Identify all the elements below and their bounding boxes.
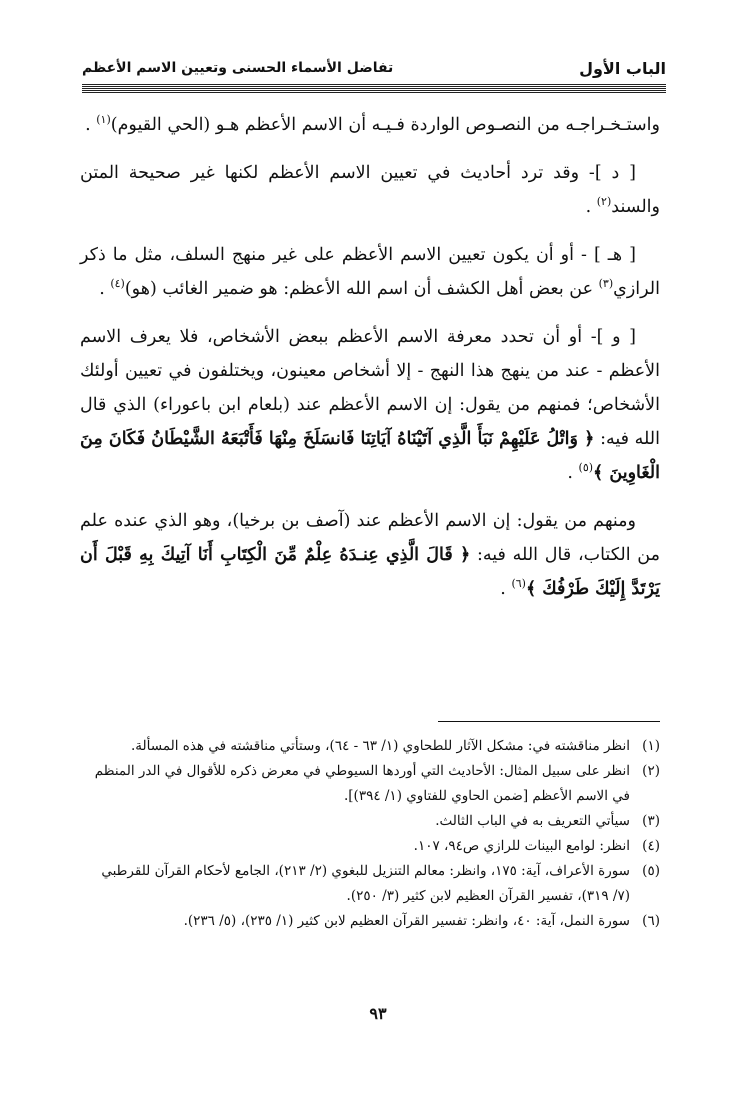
paragraph-4: [ و ]- أو أن تحدد معرفة الاسم الأعظم ببعض الأشخاص، فلا يعرف الاسم الأعظم - عند من ينهج هذا النهج - إلا أشخاص معينون، ويختلفون في تعيين أولئك الأشخاص؛ فمنهم من يقول: إن الاسم الأعظم عند (بلعام ابن باعوراء) الذي قال الله فيه: ﴿ وَاتْلُ عَلَيْهِمْ نَبَأَ الَّذِي آتَيْنَاهُ آيَاتِنَا فَانسَلَخَ مِنْهَا فَأَتْبَعَهُ الشَّيْطَانُ فَكَانَ مِنَ الْغَاوِينَ ﴾$^{(٥)}$ . (80, 327, 661, 483)
footnote: (١) انظر مناقشته في: مشكل الآثار للطحاوي (١/ ٦٣ - ٦٤)، وستأتي مناقشته في هذه المسألة. (131, 738, 660, 754)
main-text (80, 108, 660, 606)
paragraph-3: [ هـ ] - أو أن يكون تعيين الاسم الأعظم على غير منهج السلف، مثل ما ذكر الرازي$^{(٣)}$ عن بعض أهل الكشف أن اسم الله الأعظم: هو ضمير الغائب (هو)$^{(٤)}$ . (80, 245, 660, 299)
header-rule (82, 84, 666, 94)
footnote-ref-1: (١) (96, 113, 111, 127)
footnote: (٣) سيأتي التعريف به في الباب الثالث. (435, 813, 660, 829)
footnote: (٢) انظر على سبيل المثال: الأحاديث التي أوردها السيوطي في معرض ذكره للأقوال في الدر المنظم في الاسم الأعظم [ضمن الحاوي للفتاوي (١/ ٣٩٤)]. (94, 763, 660, 804)
footnotes (80, 734, 660, 934)
footnote-ref-6: (٦) (511, 577, 526, 591)
paragraph-2: [ د ]- وقد ترد أحاديث في تعيين الاسم الأعظم لكنها غير صحيحة المتن والسند$^{(٢)}$ . (80, 163, 660, 217)
footnote: (٦) سورة النمل، آية: ٤٠، وانظر: تفسير القرآن العظيم لابن كثير (١/ ٢٣٥)، (٥/ ٢٣٦). (183, 913, 660, 929)
footnote: (٤) انظر: لوامع البينات للرازي ص٩٤، ١٠٧. (413, 838, 660, 854)
paragraph-1: واستـخـراجـه من النصـوص الواردة فـيـه أن الاسم الأعظم هـو (الحي القيوم)$^{(١)}$ . (85, 113, 660, 135)
quran-verse-2: ﴿ قَالَ الَّذِي عِنـدَهُ عِلْمٌ مِّنَ الْكِتَابِ أَنَا آتِيكَ بِهِ قَبْلَ أَن يَرْتَدَّ إِلَيْكَ طَرْفُكَ ﴾ (80, 545, 660, 599)
footnote-ref-5: (٥) (578, 461, 594, 475)
page-number: ٩٣ (369, 1004, 387, 1023)
running-header (82, 56, 666, 80)
footnote-separator (438, 721, 660, 722)
paragraph-5: ومنهم من يقول: إن الاسم الأعظم عند (آصف بن برخيا)، وهو الذي عنده علم من الكتاب، قال الله فيه: ﴿ قَالَ الَّذِي عِنـدَهُ عِلْمٌ مِّنَ الْكِتَابِ أَنَا آتِيكَ بِهِ قَبْلَ أَن يَرْتَدَّ إِلَيْكَ طَرْفُكَ ﴾$^{(٦)}$ . (80, 511, 660, 599)
footnote-ref-4: (٤) (110, 277, 125, 291)
section-title: تفاضل الأسماء الحسنى وتعيين الاسم الأعظم (82, 60, 394, 76)
footnote-ref-3: (٣) (598, 277, 614, 291)
footnote: (٥) سورة الأعراف، آية: ١٧٥، وانظر: معالم التنزيل للبغوي (٢/ ٢١٣)، الجامع لأحكام القرآن للقرطبي (٧/ ٣١٩)، تفسير القرآن العظيم لابن كثير (٣/ ٢٥٠). (101, 863, 660, 904)
chapter-title: الباب الأول (579, 58, 666, 78)
footnote-ref-2: (٢) (596, 195, 612, 209)
quran-verse-1: ﴿ وَاتْلُ عَلَيْهِمْ نَبَأَ الَّذِي آتَيْنَاهُ آيَاتِنَا فَانسَلَخَ مِنْهَا فَأَتْبَعَهُ الشَّيْطَانُ فَكَانَ مِنَ الْغَاوِينَ ﴾ (80, 429, 660, 483)
